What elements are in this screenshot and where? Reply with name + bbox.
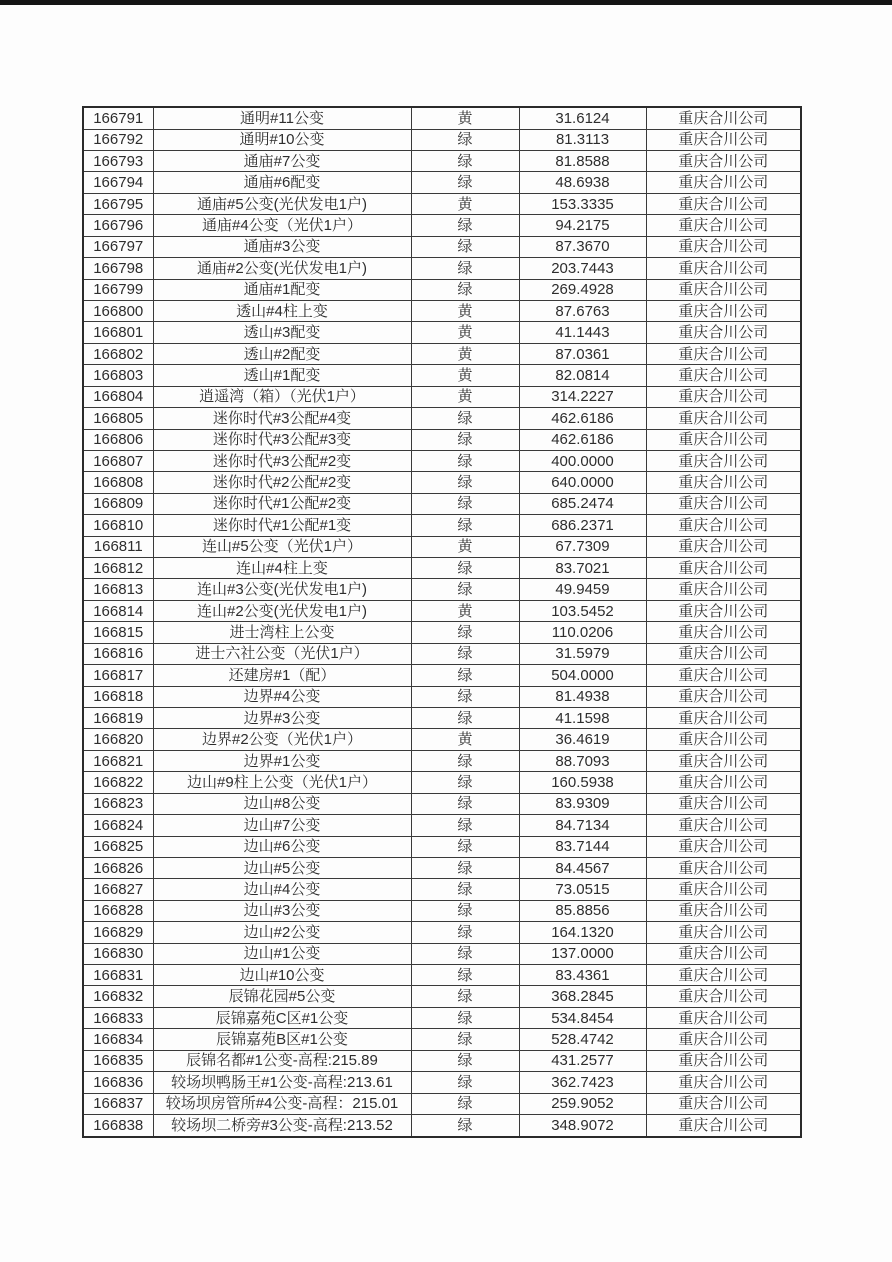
cell-value: 685.2474 (519, 493, 646, 514)
table-row (83, 450, 801, 471)
table-row (83, 857, 801, 878)
cell-company: 重庆合川公司 (646, 172, 801, 193)
cell-company: 重庆合川公司 (646, 515, 801, 536)
cell-name: 边山#3公变 (153, 900, 411, 921)
cell-company: 重庆合川公司 (646, 836, 801, 857)
cell-status: 绿 (411, 922, 519, 943)
cell-value: 83.9309 (519, 793, 646, 814)
cell-name: 逍遥湾（箱）（光伏1户） (153, 386, 411, 407)
cell-company: 重庆合川公司 (646, 258, 801, 279)
cell-id: 166831 (83, 965, 153, 986)
cell-status: 绿 (411, 1050, 519, 1071)
cell-company: 重庆合川公司 (646, 729, 801, 750)
cell-value: 87.0361 (519, 343, 646, 364)
cell-name: 边山#9柱上公变（光伏1户） (153, 772, 411, 793)
table-row (83, 665, 801, 686)
cell-status: 绿 (411, 815, 519, 836)
cell-company: 重庆合川公司 (646, 622, 801, 643)
cell-value: 67.7309 (519, 536, 646, 557)
cell-value: 48.6938 (519, 172, 646, 193)
cell-status: 绿 (411, 1093, 519, 1114)
cell-id: 166833 (83, 1007, 153, 1028)
cell-name: 透山#4柱上变 (153, 300, 411, 321)
cell-status: 绿 (411, 279, 519, 300)
cell-value: 85.8856 (519, 900, 646, 921)
table-row (83, 965, 801, 986)
table-row (83, 729, 801, 750)
cell-status: 绿 (411, 151, 519, 172)
cell-name: 通庙#7公变 (153, 151, 411, 172)
cell-id: 166838 (83, 1115, 153, 1138)
cell-id: 166813 (83, 579, 153, 600)
cell-status: 绿 (411, 515, 519, 536)
cell-status: 绿 (411, 686, 519, 707)
cell-id: 166796 (83, 215, 153, 236)
table-row (83, 986, 801, 1007)
cell-status: 黄 (411, 536, 519, 557)
cell-status: 绿 (411, 493, 519, 514)
cell-name: 连山#4柱上变 (153, 558, 411, 579)
table-row (83, 579, 801, 600)
cell-value: 462.6186 (519, 429, 646, 450)
table-row (83, 772, 801, 793)
cell-id: 166808 (83, 472, 153, 493)
table-row (83, 750, 801, 771)
cell-id: 166822 (83, 772, 153, 793)
cell-status: 黄 (411, 343, 519, 364)
cell-id: 166826 (83, 857, 153, 878)
cell-company: 重庆合川公司 (646, 793, 801, 814)
cell-id: 166806 (83, 429, 153, 450)
cell-value: 462.6186 (519, 408, 646, 429)
cell-id: 166824 (83, 815, 153, 836)
scan-edge-line (0, 0, 892, 5)
cell-value: 82.0814 (519, 365, 646, 386)
cell-value: 88.7093 (519, 750, 646, 771)
cell-status: 黄 (411, 300, 519, 321)
cell-id: 166794 (83, 172, 153, 193)
table-row (83, 386, 801, 407)
table-row (83, 343, 801, 364)
cell-id: 166827 (83, 879, 153, 900)
cell-name: 通庙#2公变(光伏发电1户) (153, 258, 411, 279)
cell-company: 重庆合川公司 (646, 857, 801, 878)
table-row (83, 493, 801, 514)
cell-value: 87.3670 (519, 236, 646, 257)
cell-id: 166810 (83, 515, 153, 536)
cell-status: 绿 (411, 857, 519, 878)
cell-name: 通庙#6配变 (153, 172, 411, 193)
cell-status: 绿 (411, 643, 519, 664)
table-row (83, 365, 801, 386)
cell-value: 400.0000 (519, 450, 646, 471)
cell-id: 166834 (83, 1029, 153, 1050)
cell-value: 83.7144 (519, 836, 646, 857)
cell-company: 重庆合川公司 (646, 300, 801, 321)
cell-id: 166819 (83, 707, 153, 728)
cell-company: 重庆合川公司 (646, 193, 801, 214)
cell-company: 重庆合川公司 (646, 665, 801, 686)
cell-name: 连山#2公变(光伏发电1户) (153, 600, 411, 621)
cell-name: 连山#3公变(光伏发电1户) (153, 579, 411, 600)
cell-name: 边山#6公变 (153, 836, 411, 857)
cell-status: 绿 (411, 129, 519, 150)
cell-status: 绿 (411, 1072, 519, 1093)
cell-status: 绿 (411, 236, 519, 257)
cell-status: 绿 (411, 1115, 519, 1138)
cell-name: 边山#8公变 (153, 793, 411, 814)
table-row (83, 793, 801, 814)
cell-value: 103.5452 (519, 600, 646, 621)
table-row (83, 300, 801, 321)
cell-value: 31.6124 (519, 107, 646, 129)
cell-name: 边界#3公变 (153, 707, 411, 728)
cell-name: 边山#1公变 (153, 943, 411, 964)
cell-status: 绿 (411, 665, 519, 686)
table-row (83, 686, 801, 707)
cell-value: 528.4742 (519, 1029, 646, 1050)
transformer-data-table (82, 106, 802, 1138)
cell-value: 160.5938 (519, 772, 646, 793)
cell-id: 166823 (83, 793, 153, 814)
cell-status: 黄 (411, 386, 519, 407)
table-row (83, 236, 801, 257)
cell-name: 迷你时代#3公配#4变 (153, 408, 411, 429)
cell-value: 203.7443 (519, 258, 646, 279)
cell-company: 重庆合川公司 (646, 750, 801, 771)
cell-name: 边山#5公变 (153, 857, 411, 878)
cell-value: 73.0515 (519, 879, 646, 900)
cell-name: 较场坝房管所#4公变-高程：215.01 (153, 1093, 411, 1114)
table-row (83, 900, 801, 921)
cell-id: 166798 (83, 258, 153, 279)
cell-value: 83.7021 (519, 558, 646, 579)
table-row (83, 408, 801, 429)
cell-id: 166835 (83, 1050, 153, 1071)
cell-status: 绿 (411, 900, 519, 921)
cell-value: 137.0000 (519, 943, 646, 964)
cell-company: 重庆合川公司 (646, 536, 801, 557)
cell-value: 504.0000 (519, 665, 646, 686)
cell-id: 166799 (83, 279, 153, 300)
cell-name: 边山#2公变 (153, 922, 411, 943)
cell-company: 重庆合川公司 (646, 579, 801, 600)
cell-name: 较场坝二桥旁#3公变-高程:213.52 (153, 1115, 411, 1138)
cell-id: 166807 (83, 450, 153, 471)
cell-name: 通明#11公变 (153, 107, 411, 129)
cell-company: 重庆合川公司 (646, 1007, 801, 1028)
cell-company: 重庆合川公司 (646, 236, 801, 257)
cell-name: 边山#4公变 (153, 879, 411, 900)
cell-value: 41.1443 (519, 322, 646, 343)
cell-status: 绿 (411, 750, 519, 771)
cell-status: 绿 (411, 429, 519, 450)
cell-id: 166820 (83, 729, 153, 750)
cell-value: 269.4928 (519, 279, 646, 300)
table-row (83, 193, 801, 214)
cell-status: 绿 (411, 943, 519, 964)
cell-id: 166814 (83, 600, 153, 621)
table-row (83, 836, 801, 857)
cell-id: 166830 (83, 943, 153, 964)
table-row (83, 215, 801, 236)
table-row (83, 707, 801, 728)
cell-id: 166829 (83, 922, 153, 943)
cell-company: 重庆合川公司 (646, 772, 801, 793)
cell-value: 49.9459 (519, 579, 646, 600)
cell-company: 重庆合川公司 (646, 1115, 801, 1138)
cell-company: 重庆合川公司 (646, 408, 801, 429)
transformer-data-table-container (82, 106, 800, 1138)
cell-value: 41.1598 (519, 707, 646, 728)
table-row (83, 129, 801, 150)
cell-id: 166797 (83, 236, 153, 257)
cell-status: 黄 (411, 193, 519, 214)
cell-name: 迷你时代#3公配#3变 (153, 429, 411, 450)
cell-value: 83.4361 (519, 965, 646, 986)
table-row (83, 429, 801, 450)
cell-id: 166803 (83, 365, 153, 386)
cell-status: 绿 (411, 879, 519, 900)
cell-name: 辰锦嘉苑B区#1公变 (153, 1029, 411, 1050)
table-row (83, 943, 801, 964)
cell-id: 166837 (83, 1093, 153, 1114)
cell-company: 重庆合川公司 (646, 129, 801, 150)
cell-company: 重庆合川公司 (646, 365, 801, 386)
table-row (83, 279, 801, 300)
cell-value: 259.9052 (519, 1093, 646, 1114)
cell-value: 31.5979 (519, 643, 646, 664)
cell-id: 166800 (83, 300, 153, 321)
table-row (83, 151, 801, 172)
cell-company: 重庆合川公司 (646, 386, 801, 407)
cell-name: 还建房#1（配） (153, 665, 411, 686)
cell-id: 166816 (83, 643, 153, 664)
cell-value: 81.3113 (519, 129, 646, 150)
cell-company: 重庆合川公司 (646, 1072, 801, 1093)
table-row (83, 600, 801, 621)
cell-company: 重庆合川公司 (646, 558, 801, 579)
cell-status: 绿 (411, 707, 519, 728)
cell-status: 黄 (411, 322, 519, 343)
cell-status: 绿 (411, 408, 519, 429)
table-row (83, 536, 801, 557)
cell-company: 重庆合川公司 (646, 686, 801, 707)
cell-name: 辰锦花园#5公变 (153, 986, 411, 1007)
cell-value: 36.4619 (519, 729, 646, 750)
cell-status: 绿 (411, 558, 519, 579)
cell-name: 边山#10公变 (153, 965, 411, 986)
cell-value: 686.2371 (519, 515, 646, 536)
cell-company: 重庆合川公司 (646, 643, 801, 664)
table-row (83, 107, 801, 129)
cell-value: 368.2845 (519, 986, 646, 1007)
cell-id: 166836 (83, 1072, 153, 1093)
cell-value: 84.4567 (519, 857, 646, 878)
cell-name: 边界#1公变 (153, 750, 411, 771)
table-row (83, 1050, 801, 1071)
cell-name: 透山#3配变 (153, 322, 411, 343)
table-row (83, 258, 801, 279)
table-body (83, 107, 801, 1137)
cell-company: 重庆合川公司 (646, 1093, 801, 1114)
cell-value: 348.9072 (519, 1115, 646, 1138)
table-row (83, 1007, 801, 1028)
cell-name: 透山#2配变 (153, 343, 411, 364)
cell-name: 迷你时代#3公配#2变 (153, 450, 411, 471)
cell-value: 84.7134 (519, 815, 646, 836)
cell-name: 较场坝鸭肠王#1公变-高程:213.61 (153, 1072, 411, 1093)
cell-company: 重庆合川公司 (646, 493, 801, 514)
table-row (83, 1093, 801, 1114)
cell-value: 534.8454 (519, 1007, 646, 1028)
cell-company: 重庆合川公司 (646, 107, 801, 129)
table-row (83, 515, 801, 536)
table-row (83, 172, 801, 193)
cell-name: 辰锦嘉苑C区#1公变 (153, 1007, 411, 1028)
table-row (83, 815, 801, 836)
cell-status: 绿 (411, 1007, 519, 1028)
table-row (83, 1072, 801, 1093)
cell-name: 通庙#4公变（光伏1户） (153, 215, 411, 236)
cell-id: 166791 (83, 107, 153, 129)
table-row (83, 1029, 801, 1050)
cell-id: 166809 (83, 493, 153, 514)
cell-company: 重庆合川公司 (646, 922, 801, 943)
cell-id: 166802 (83, 343, 153, 364)
cell-status: 绿 (411, 172, 519, 193)
cell-name: 通明#10公变 (153, 129, 411, 150)
cell-name: 迷你时代#1公配#1变 (153, 515, 411, 536)
cell-value: 94.2175 (519, 215, 646, 236)
table-row (83, 472, 801, 493)
cell-status: 绿 (411, 579, 519, 600)
cell-company: 重庆合川公司 (646, 151, 801, 172)
cell-name: 透山#1配变 (153, 365, 411, 386)
cell-id: 166817 (83, 665, 153, 686)
cell-status: 绿 (411, 965, 519, 986)
cell-name: 进士湾柱上公变 (153, 622, 411, 643)
cell-name: 辰锦名都#1公变-高程:215.89 (153, 1050, 411, 1071)
cell-id: 166828 (83, 900, 153, 921)
cell-id: 166804 (83, 386, 153, 407)
cell-company: 重庆合川公司 (646, 450, 801, 471)
cell-company: 重庆合川公司 (646, 879, 801, 900)
cell-status: 绿 (411, 986, 519, 1007)
cell-status: 绿 (411, 450, 519, 471)
table-row (83, 643, 801, 664)
cell-value: 87.6763 (519, 300, 646, 321)
cell-id: 166811 (83, 536, 153, 557)
cell-company: 重庆合川公司 (646, 900, 801, 921)
cell-name: 通庙#5公变(光伏发电1户) (153, 193, 411, 214)
cell-name: 迷你时代#1公配#2变 (153, 493, 411, 514)
cell-company: 重庆合川公司 (646, 279, 801, 300)
cell-id: 166832 (83, 986, 153, 1007)
table-row (83, 558, 801, 579)
cell-name: 边山#7公变 (153, 815, 411, 836)
cell-value: 640.0000 (519, 472, 646, 493)
cell-status: 黄 (411, 729, 519, 750)
cell-name: 进士六社公变（光伏1户） (153, 643, 411, 664)
cell-company: 重庆合川公司 (646, 1029, 801, 1050)
table-row (83, 1115, 801, 1138)
cell-status: 绿 (411, 258, 519, 279)
cell-value: 314.2227 (519, 386, 646, 407)
cell-company: 重庆合川公司 (646, 1050, 801, 1071)
cell-company: 重庆合川公司 (646, 472, 801, 493)
cell-company: 重庆合川公司 (646, 815, 801, 836)
cell-name: 边界#2公变（光伏1户） (153, 729, 411, 750)
cell-status: 绿 (411, 836, 519, 857)
cell-value: 81.4938 (519, 686, 646, 707)
cell-status: 绿 (411, 472, 519, 493)
cell-company: 重庆合川公司 (646, 707, 801, 728)
cell-company: 重庆合川公司 (646, 429, 801, 450)
cell-id: 166825 (83, 836, 153, 857)
cell-company: 重庆合川公司 (646, 343, 801, 364)
cell-company: 重庆合川公司 (646, 322, 801, 343)
cell-id: 166793 (83, 151, 153, 172)
cell-status: 绿 (411, 772, 519, 793)
cell-status: 黄 (411, 365, 519, 386)
cell-name: 通庙#1配变 (153, 279, 411, 300)
table-row (83, 922, 801, 943)
table-row (83, 879, 801, 900)
cell-id: 166812 (83, 558, 153, 579)
cell-value: 431.2577 (519, 1050, 646, 1071)
cell-value: 362.7423 (519, 1072, 646, 1093)
cell-company: 重庆合川公司 (646, 943, 801, 964)
cell-name: 通庙#3公变 (153, 236, 411, 257)
cell-status: 绿 (411, 215, 519, 236)
cell-id: 166821 (83, 750, 153, 771)
cell-name: 连山#5公变（光伏1户） (153, 536, 411, 557)
cell-value: 110.0206 (519, 622, 646, 643)
cell-id: 166805 (83, 408, 153, 429)
cell-id: 166801 (83, 322, 153, 343)
table-row (83, 322, 801, 343)
cell-company: 重庆合川公司 (646, 600, 801, 621)
cell-status: 绿 (411, 793, 519, 814)
cell-company: 重庆合川公司 (646, 965, 801, 986)
cell-name: 迷你时代#2公配#2变 (153, 472, 411, 493)
cell-company: 重庆合川公司 (646, 986, 801, 1007)
cell-value: 164.1320 (519, 922, 646, 943)
cell-name: 边界#4公变 (153, 686, 411, 707)
cell-company: 重庆合川公司 (646, 215, 801, 236)
cell-id: 166815 (83, 622, 153, 643)
table-row (83, 622, 801, 643)
cell-id: 166795 (83, 193, 153, 214)
cell-id: 166792 (83, 129, 153, 150)
cell-status: 黄 (411, 107, 519, 129)
cell-status: 绿 (411, 622, 519, 643)
cell-status: 黄 (411, 600, 519, 621)
cell-value: 153.3335 (519, 193, 646, 214)
cell-status: 绿 (411, 1029, 519, 1050)
cell-id: 166818 (83, 686, 153, 707)
cell-value: 81.8588 (519, 151, 646, 172)
